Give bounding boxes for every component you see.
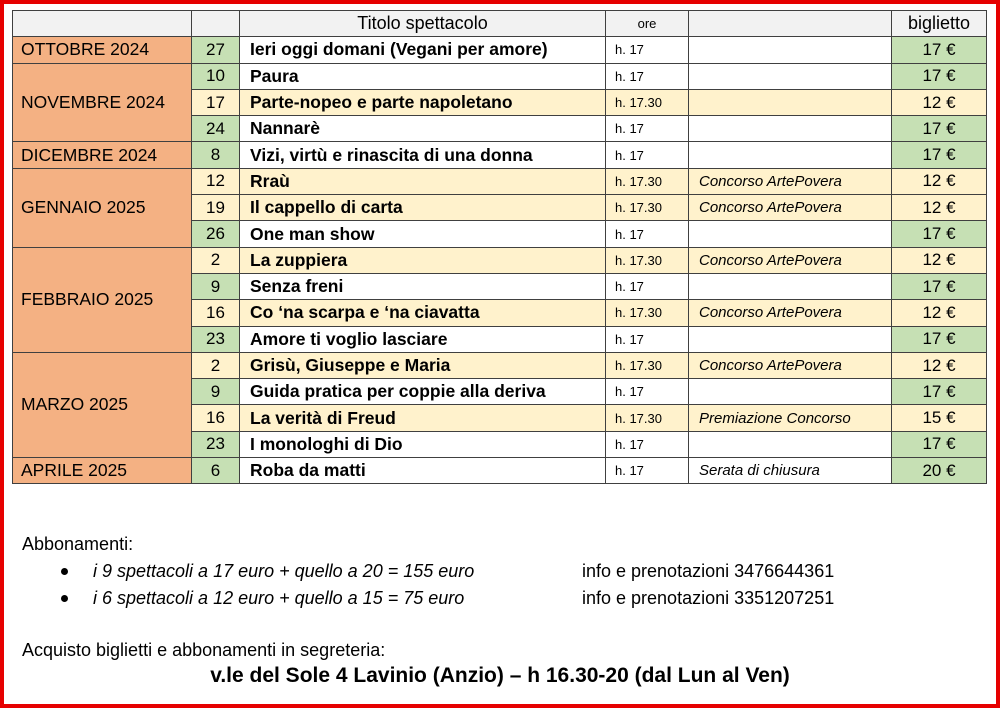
bullet-icon [61,568,68,575]
show-day: 24 [192,116,240,142]
schedule-table [12,10,987,484]
show-title: La zuppiera [240,247,606,273]
show-price: 12 € [892,247,987,273]
show-note: Concorso ArtePovera [689,352,892,378]
show-title: One man show [240,221,606,247]
show-price: 17 € [892,63,987,89]
show-title: Grisù, Giuseppe e Maria [240,352,606,378]
schedule-table-wrap [12,10,987,484]
show-price: 12 € [892,352,987,378]
show-title: Paura [240,63,606,89]
show-price: 12 € [892,89,987,115]
show-day: 27 [192,37,240,63]
show-title: Amore ti voglio lasciare [240,326,606,352]
show-note: Serata di chiusura [689,458,892,484]
month-label: FEBBRAIO 2025 [13,247,192,352]
show-title: Ieri oggi domani (Vegani per amore) [240,37,606,63]
show-time: h. 17 [606,221,689,247]
bullet-icon [61,595,68,602]
header-price: biglietto [892,11,987,37]
show-time: h. 17.30 [606,300,689,326]
show-title: La verità di Freud [240,405,606,431]
show-day: 23 [192,431,240,457]
month-label: MARZO 2025 [13,352,192,457]
show-note: Concorso ArtePovera [689,247,892,273]
acquisto-text: Acquisto biglietti e abbonamenti in segreteria: [22,640,386,660]
show-day: 6 [192,458,240,484]
show-price: 17 € [892,142,987,168]
show-price: 17 € [892,326,987,352]
month-label: DICEMBRE 2024 [13,142,192,168]
show-time: h. 17.30 [606,195,689,221]
show-note: Concorso ArtePovera [689,300,892,326]
show-day: 8 [192,142,240,168]
show-title: Vizi, virtù e rinascita di una donna [240,142,606,168]
show-row [13,352,987,378]
show-time: h. 17.30 [606,352,689,378]
show-time: h. 17 [606,142,689,168]
show-price: 17 € [892,431,987,457]
show-note: Concorso ArtePovera [689,195,892,221]
abbonamenti-heading: Abbonamenti: [22,534,134,554]
header-month [13,11,192,37]
show-note [689,63,892,89]
show-note [689,221,892,247]
header-time: ore [606,11,689,37]
show-price: 17 € [892,37,987,63]
show-note [689,379,892,405]
show-time: h. 17 [606,379,689,405]
schedule-body [13,37,987,484]
show-row [13,142,987,168]
show-time: h. 17 [606,116,689,142]
show-row [13,63,987,89]
show-title: Parte-nopeo e parte napoletano [240,89,606,115]
show-day: 19 [192,195,240,221]
abbonamento-2-text: i 6 spettacoli a 12 euro + quello a 15 = 75 euro [93,588,465,608]
show-title: Rraù [240,168,606,194]
show-note [689,326,892,352]
header-title: Titolo spettacolo [240,11,606,37]
header-row [13,11,987,37]
show-day: 26 [192,221,240,247]
show-day: 9 [192,273,240,299]
month-label: NOVEMBRE 2024 [13,63,192,142]
show-day: 12 [192,168,240,194]
abbonamento-1-text: i 9 spettacoli a 17 euro + quello a 20 = 155 euro [93,561,475,581]
show-day: 16 [192,405,240,431]
show-day: 10 [192,63,240,89]
show-day: 16 [192,300,240,326]
show-time: h. 17 [606,63,689,89]
show-time: h. 17 [606,431,689,457]
show-time: h. 17 [606,458,689,484]
show-note [689,89,892,115]
show-row [13,458,987,484]
show-title: Co ‘na scarpa e ‘na ciavatta [240,300,606,326]
show-day: 2 [192,352,240,378]
show-note [689,116,892,142]
header-note [689,11,892,37]
show-price: 12 € [892,300,987,326]
show-time: h. 17 [606,273,689,299]
show-time: h. 17.30 [606,247,689,273]
show-title: Il cappello di carta [240,195,606,221]
show-note: Premiazione Concorso [689,405,892,431]
show-note [689,142,892,168]
month-label: OTTOBRE 2024 [13,37,192,63]
abbonamento-2-info: info e prenotazioni 3351207251 [582,588,835,608]
show-title: Nannarè [240,116,606,142]
show-time: h. 17.30 [606,405,689,431]
show-title: Guida pratica per coppie alla deriva [240,379,606,405]
show-day: 17 [192,89,240,115]
header-day [192,11,240,37]
show-price: 17 € [892,379,987,405]
show-price: 12 € [892,168,987,194]
show-price: 20 € [892,458,987,484]
show-price: 12 € [892,195,987,221]
show-row [13,37,987,63]
show-price: 17 € [892,273,987,299]
show-row [13,247,987,273]
show-note [689,37,892,63]
show-row [13,168,987,194]
show-price: 15 € [892,405,987,431]
address-line: v.le del Sole 4 Lavinio (Anzio) – h 16.30-20 (dal Lun al Ven) [210,664,790,687]
month-label: APRILE 2025 [13,458,192,484]
show-time: h. 17 [606,326,689,352]
show-note [689,431,892,457]
abbonamento-1-info: info e prenotazioni 3476644361 [582,561,835,581]
show-time: h. 17.30 [606,168,689,194]
show-price: 17 € [892,221,987,247]
show-title: I monologhi di Dio [240,431,606,457]
show-note [689,273,892,299]
show-title: Senza freni [240,273,606,299]
show-title: Roba da matti [240,458,606,484]
show-day: 9 [192,379,240,405]
show-note: Concorso ArtePovera [689,168,892,194]
show-time: h. 17 [606,37,689,63]
show-day: 23 [192,326,240,352]
show-price: 17 € [892,116,987,142]
month-label: GENNAIO 2025 [13,168,192,247]
show-time: h. 17.30 [606,89,689,115]
show-day: 2 [192,247,240,273]
